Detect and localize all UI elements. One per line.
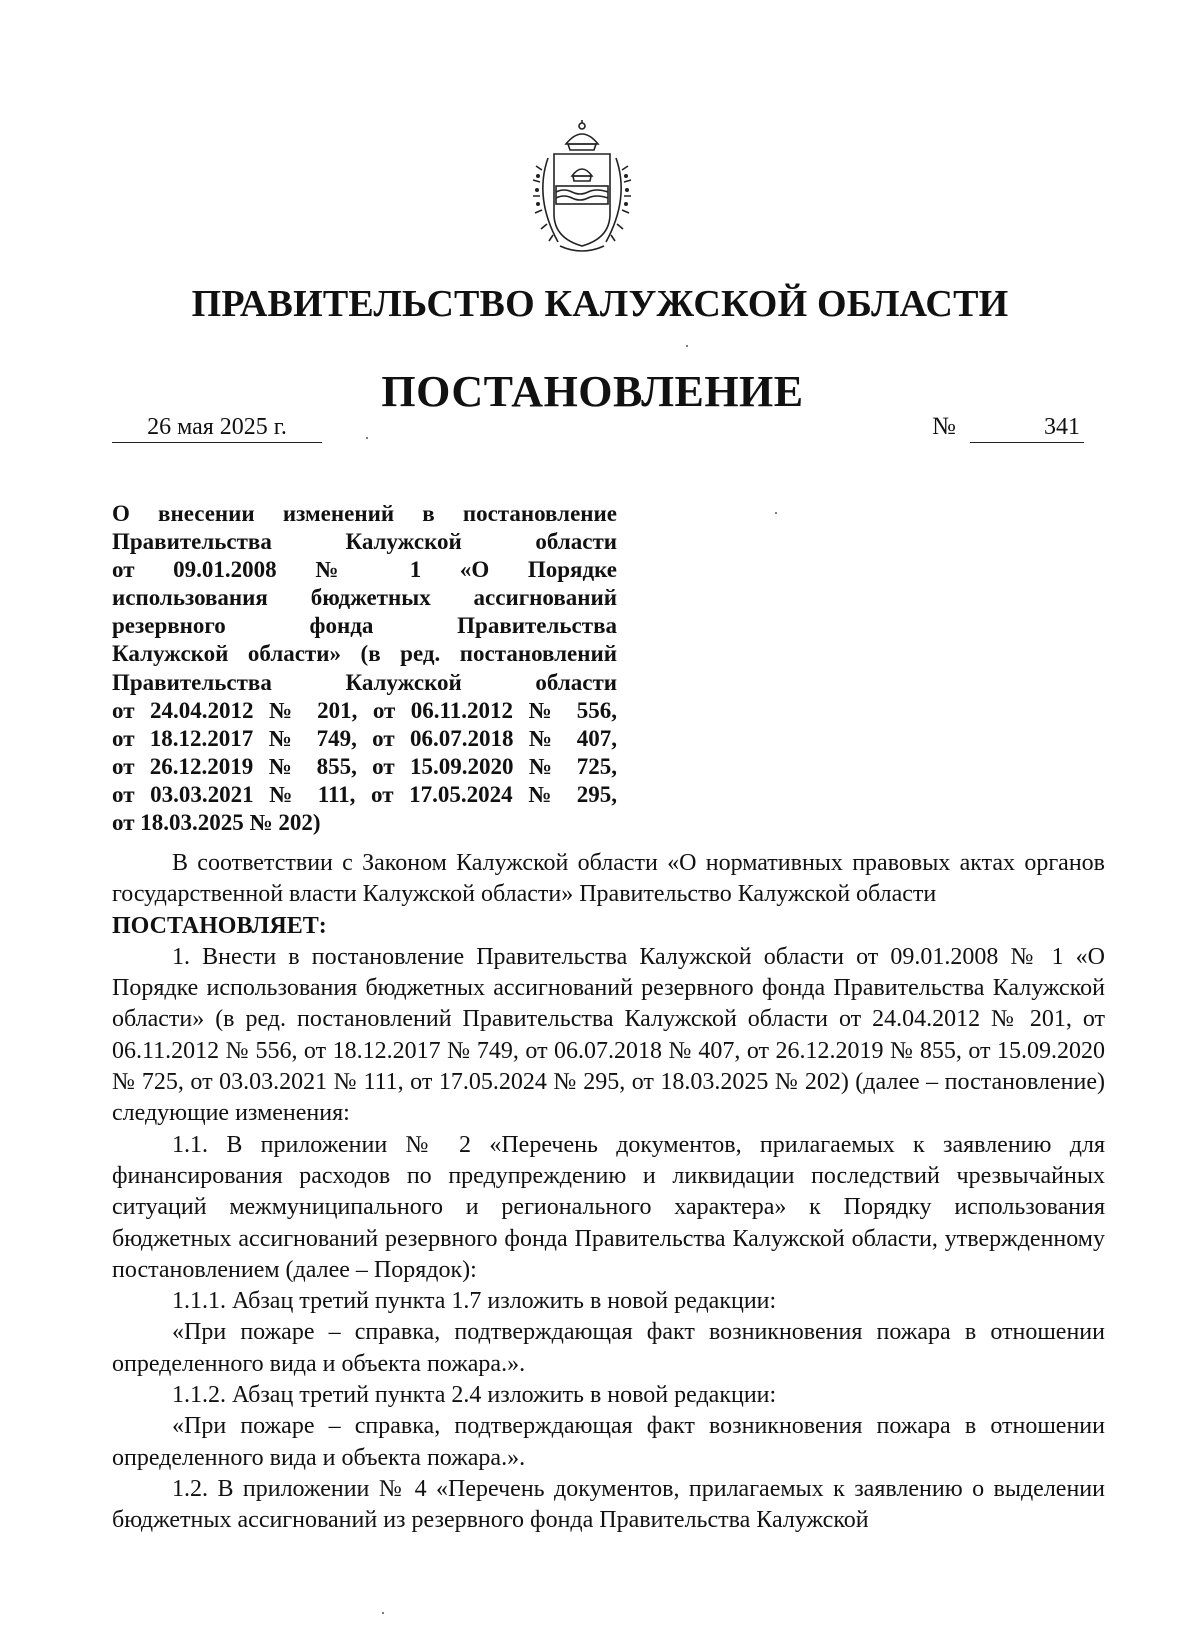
decree-word: ПОСТАНОВЛЯЕТ: bbox=[112, 912, 327, 939]
subject-line: Калужской области» (в ред. постановлений bbox=[112, 641, 617, 667]
number-label: № bbox=[932, 413, 956, 440]
clause-1-1-1: 1.1.1. Абзац третий пункта 1.7 изложить в новой редакции: bbox=[172, 1288, 777, 1315]
preamble-paragraph: В соответствии с Законом Калужской области «О нормативных правовых актах органов государственной власти Калужской области» Правительство Калужской области bbox=[112, 850, 1105, 908]
subject-line: от 24.04.2012 № 201, от 06.11.2012 № 556, bbox=[112, 697, 617, 723]
subject-line: от 18.03.2025 № 202) bbox=[112, 810, 321, 836]
quoted-amendment: «При пожаре – справка, подтверждающая факт возникновения пожара в отношении определенного вида и объекта пожара.». bbox=[112, 1319, 1105, 1377]
document-subject bbox=[112, 500, 617, 837]
document-number: 341 bbox=[970, 412, 1084, 443]
subject-line: использования бюджетных ассигнований bbox=[112, 585, 617, 611]
document-body bbox=[112, 848, 1105, 1537]
scan-speck bbox=[775, 512, 777, 514]
subject-line: Правительства Калужской области bbox=[112, 529, 617, 555]
clause-1-1-2: 1.1.2. Абзац третий пункта 2.4 изложить в новой редакции: bbox=[172, 1382, 777, 1409]
document-date: 26 мая 2025 г. bbox=[112, 412, 322, 443]
scan-speck bbox=[366, 437, 368, 439]
subject-line: от 09.01.2008 № 1 «О Порядке bbox=[112, 557, 617, 583]
subject-line: Правительства Калужской области bbox=[112, 669, 617, 695]
clause-1: 1. Внести в постановление Правительства Калужской области от 09.01.2008 № 1 «О Порядке использования бюджетных ассигнований резервного фонда Правительства Калужской области» (в ред. постановлений Правительства Калужской области от 24.04.2012 № 201, от 06.11.2012 № 556, от 18.12.2017 № 749, от 06.07.2018 № 407, от 26.12.2019 № 855, от 15.09.2020 № 725, от 03.03.2021 № 111, от 17.05.2024 № 295, от 18.03.2025 № 202) (далее – постановление) следующие изменения: bbox=[112, 943, 1105, 1127]
subject-line: резервного фонда Правительства bbox=[112, 613, 617, 639]
scan-speck bbox=[382, 1612, 384, 1614]
subject-line: от 26.12.2019 № 855, от 15.09.2020 № 725, bbox=[112, 753, 617, 779]
quoted-amendment: «При пожаре – справка, подтверждающая факт возникновения пожара в отношении определенного вида и объекта пожара.». bbox=[112, 1413, 1105, 1471]
organization-title: ПРАВИТЕЛЬСТВО КАЛУЖСКОЙ ОБЛАСТИ bbox=[191, 283, 1009, 325]
coat-of-arms-emblem bbox=[520, 118, 644, 258]
scan-speck bbox=[686, 345, 688, 347]
clause-1-2: 1.2. В приложении № 4 «Перечень документов, прилагаемых к заявлению о выделении бюджетных ассигнований из резервного фонда Правительства Калужской bbox=[112, 1475, 1105, 1534]
document-type-title: ПОСТАНОВЛЕНИЕ bbox=[381, 367, 804, 416]
subject-line: от 18.12.2017 № 749, от 06.07.2018 № 407, bbox=[112, 725, 617, 751]
subject-line: от 03.03.2021 № 111, от 17.05.2024 № 295, bbox=[112, 781, 617, 807]
clause-1-1: 1.1. В приложении № 2 «Перечень документов, прилагаемых к заявлению для финансирования расходов по предупреждению и ликвидации последствий чрезвычайных ситуаций межмуниципального и регионального характера» к Порядку использования бюджетных ассигнований резервного фонда Правительства Калужской области, утвержденному постановлением (далее – Порядок): bbox=[112, 1131, 1105, 1283]
subject-line: О внесении изменений в постановление bbox=[112, 501, 617, 526]
